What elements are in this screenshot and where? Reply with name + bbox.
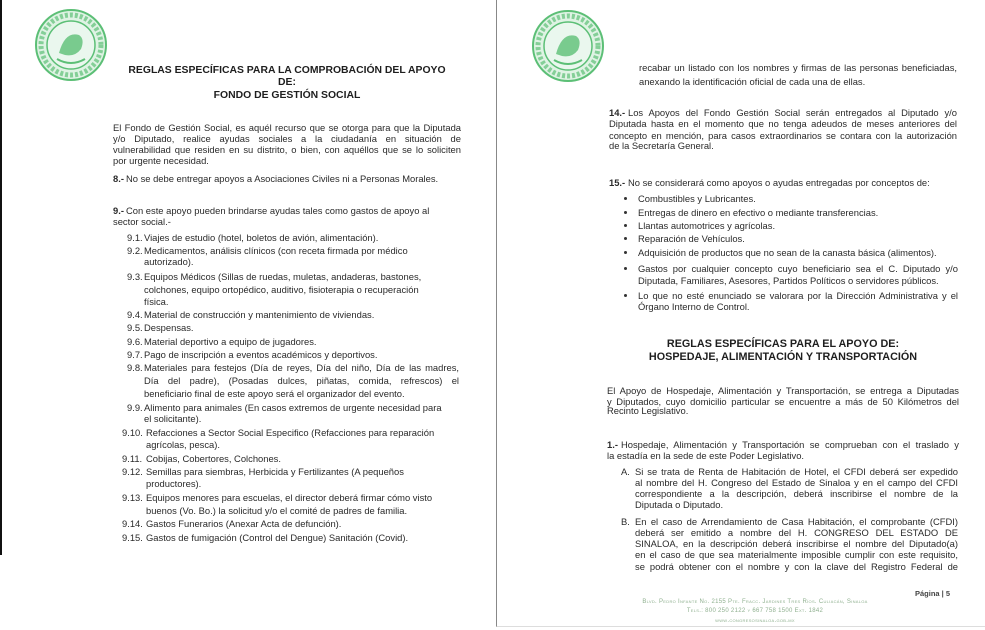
item-text: Hospedaje, Alimentación y Transportación se comprueban con el traslado y bbox=[621, 439, 959, 450]
intro-line: por urgente necesidad. bbox=[113, 155, 209, 166]
item-text: concepto en mención, para casos extraordinarios se contara con la autorización bbox=[609, 130, 957, 141]
subitem-number: 9.2. bbox=[127, 245, 143, 256]
document-page-right bbox=[496, 0, 985, 627]
bullet-icon bbox=[624, 224, 627, 227]
subitem-number: 9.15. bbox=[122, 532, 143, 543]
intro-line: y Diputados, cuyo domicilio particular se encuentre a más de 50 Kilómetros del bbox=[607, 396, 959, 407]
item-text: No se debe entregar apoyos a Asociaciones Civiles ni a Personas Morales. bbox=[126, 173, 439, 184]
subitem-text: el solicitante). bbox=[144, 413, 202, 424]
seal-icon bbox=[35, 9, 107, 81]
subitem-number: 9.13. bbox=[122, 492, 143, 503]
bullet-icon bbox=[624, 267, 627, 270]
subitem-number: 9.12. bbox=[122, 466, 143, 477]
subitem-text: Alimento para animales (En casos extremos de urgente necesidad para bbox=[144, 402, 442, 413]
subitem-number: 9.9. bbox=[127, 402, 143, 413]
subitem-text: En el caso de Arrendamiento de Casa Habitación, el comprobante (CFDI) bbox=[635, 516, 958, 527]
subitem-text: Día del padre), (Posadas dulces, piñatas, comida, refrescos) el bbox=[144, 375, 459, 386]
subitem-letter: A. bbox=[621, 466, 630, 477]
subitem-text: al nombre del H. Congreso del Estado de Sinaloa y en el campo del CFDI bbox=[635, 477, 958, 488]
subitem-text: se podrá obtener con el nombre y con la clave del Registro Federal de bbox=[635, 561, 958, 572]
bullet-icon bbox=[624, 237, 627, 240]
item-number: 14.- bbox=[609, 107, 626, 118]
subitem-text: Gastos Funerarios (Anexar Acta de defunción). bbox=[146, 518, 342, 529]
subitem-text: Diputada o Diputado. bbox=[635, 499, 724, 510]
continuation-line: anexando la identificación oficial de cada una de ellas. bbox=[639, 76, 866, 87]
item-number: 15.- bbox=[609, 177, 626, 188]
item-number: 8.- bbox=[113, 173, 124, 184]
footer-line: Blvd. Pedro Infante No. 2155 Pte. Fracc. Jardines Tres Ríos. Culiacán, Sinaloa bbox=[642, 599, 868, 605]
subitem-number: 9.14. bbox=[122, 518, 143, 529]
bullet-icon bbox=[624, 197, 627, 200]
item-number: 9.- bbox=[113, 205, 124, 216]
continuation-line: recabar un listado con los nombres y firmas de las personas beneficiadas, bbox=[639, 62, 957, 73]
bullet-icon bbox=[624, 251, 627, 254]
subitem-letter: B. bbox=[621, 516, 630, 527]
subitem-text: Material deportivo a equipo de jugadores. bbox=[144, 336, 317, 347]
subitem-text: Medicamentos, análisis clínicos (con receta firmada por médico bbox=[144, 245, 408, 256]
intro-line: El Fondo de Gestión Social, es aquél recurso que se otorga para que la Diputada bbox=[113, 122, 461, 133]
subitem-text: autorizado). bbox=[144, 256, 194, 267]
subitem-number: 9.8. bbox=[127, 362, 143, 373]
heading-line: DE: bbox=[278, 77, 296, 88]
subitem-number: 9.3. bbox=[127, 271, 143, 282]
bullet-text: Lo que no esté enunciado se valorara por la Dirección Administrativa y el bbox=[638, 290, 958, 301]
subitem-number: 9.5. bbox=[127, 322, 143, 333]
item-text: sector social.- bbox=[113, 216, 171, 227]
item-text: la estadía en la sede de este Poder Legislativo. bbox=[607, 450, 805, 461]
bullet-text: Combustibles y Lubricantes. bbox=[638, 193, 756, 204]
item-text: Diputada hasta en el momento que no tenga adeudos de meses anteriores del bbox=[609, 118, 957, 129]
bullet-text: Llantas automotrices y agrícolas. bbox=[638, 220, 776, 231]
subitem-text: Viajes de estudio (hotel, boletos de avión, alimentación). bbox=[144, 232, 379, 243]
bullet-text: Diputada, Familiares, Asesores, Partidos Políticos o servidores públicos. bbox=[638, 275, 939, 286]
subitem-text: Equipos menores para escuelas, el director deberá firmar cómo visto bbox=[146, 492, 433, 503]
footer-line: www.congresosinaloa.gob.mx bbox=[715, 618, 795, 624]
subitem-text: Equipos Médicos (Sillas de ruedas, muletas, andaderas, bastones, bbox=[144, 271, 422, 282]
intro-line: El Apoyo de Hospedaje, Alimentación y Transportación, se entrega a Diputadas bbox=[607, 385, 959, 396]
bullet-text: Adquisición de productos que no sean de la canasta básica (alimentos). bbox=[638, 247, 937, 258]
subitem-text: Gastos de fumigación (Control del Dengue) Sanitación (Covid). bbox=[146, 532, 409, 543]
subitem-text: física. bbox=[144, 296, 169, 307]
item-text: Con este apoyo pueden brindarse ayudas tales como gastos de apoyo al bbox=[126, 205, 430, 216]
subitem-text: productores). bbox=[146, 478, 202, 489]
bullet-text: Gastos por cualquier concepto cuyo beneficiario sea el C. Diputado y/o bbox=[638, 263, 958, 274]
bullet-text: Entregas de dinero en efectivo o mediante transferencias. bbox=[638, 207, 879, 218]
heading-line: HOSPEDAJE, ALIMENTACIÓN Y TRANSPORTACIÓN bbox=[648, 351, 918, 363]
intro-line: vulnerabilidad que residen en su distrito, o bien, con aquéllos que se lo soliciten bbox=[113, 144, 461, 155]
subitem-text: buenos (Vo. Bo.) la solicitud y/o el comité de padres de familia. bbox=[146, 505, 408, 516]
subitem-number: 9.7. bbox=[127, 349, 143, 360]
item-text: No se considerará como apoyos o ayudas entregadas por conceptos de: bbox=[628, 177, 930, 188]
subitem-number: 9.10. bbox=[122, 427, 143, 438]
subitem-text: Material de construcción y mantenimiento de viviendas. bbox=[144, 309, 375, 320]
bullet-icon bbox=[624, 294, 627, 297]
heading-line: REGLAS ESPECÍFICAS PARA EL APOYO DE: bbox=[666, 338, 900, 350]
subitem-text: Si se trata de Renta de Habitación de Hotel, el CFDI deberá ser expedido bbox=[635, 466, 958, 477]
item-text: de la Secretaría General. bbox=[609, 140, 714, 151]
subitem-number: 9.1. bbox=[127, 232, 143, 243]
subitem-text: deberá ser emitido a nombre del H. CONGRESO DEL ESTADO DE bbox=[635, 527, 958, 538]
intro-line: Recinto Legislativo. bbox=[607, 405, 689, 416]
subitem-text: SINALOA, en la descripción deberá inscribirse el nombre del Diputado(a) bbox=[635, 538, 958, 549]
intro-line: y/o Diputado, realice ayudas sociales a la ciudadanía en situación de bbox=[113, 133, 461, 144]
bullet-icon bbox=[624, 211, 627, 214]
subitem-text: Pago de inscripción a eventos académicos y deportivos. bbox=[144, 349, 378, 360]
subitem-number: 9.11. bbox=[122, 453, 143, 464]
subitem-text: Materiales para festejos (Día de reyes, Día del niño, Día de las madres, bbox=[144, 362, 459, 373]
subitem-text: Semillas para siembras, Herbicida y Fertilizantes (A pequeños bbox=[146, 466, 404, 477]
subitem-text: Refacciones a Sector Social Especifico (Refacciones para reparación bbox=[146, 427, 435, 438]
item-text: Los Apoyos del Fondo Gestión Social serán entregados al Diputado y/o bbox=[628, 107, 957, 118]
subitem-text: beneficiario final de este apoyo será el organizador del evento. bbox=[144, 388, 405, 399]
subitem-number: 9.6. bbox=[127, 336, 143, 347]
subitem-text: colchones, equipo ortopédico, auditivo, fisioterapia o recuperación bbox=[144, 284, 419, 295]
subitem-text: Despensas. bbox=[144, 322, 194, 333]
seal-icon bbox=[532, 10, 604, 82]
bullet-text: Órgano Interno de Control. bbox=[638, 301, 750, 312]
document-page-left bbox=[0, 0, 492, 555]
bullet-text: Reparación de Vehículos. bbox=[638, 233, 745, 244]
page-number: Página | 5 bbox=[915, 589, 951, 598]
subitem-number: 9.4. bbox=[127, 309, 143, 320]
subitem-text: Cobijas, Cobertores, Colchones. bbox=[146, 453, 281, 464]
subitem-text: en el caso de que sea materialmente imposible cumplir con este requisito, bbox=[635, 549, 958, 560]
heading-line: REGLAS ESPECÍFICAS PARA LA COMPROBACIÓN DEL APOYO bbox=[128, 65, 446, 76]
heading-line: FONDO DE GESTIÓN SOCIAL bbox=[213, 90, 361, 101]
footer-line: Tels.: 800 250 2122 y 667 758 1500 Ext. 1842 bbox=[686, 608, 824, 614]
item-number: 1.- bbox=[607, 439, 618, 450]
subitem-text: correspondiente a la descripción, deberá inscribirse el nombre de la bbox=[635, 488, 958, 499]
subitem-text: agrícolas, pesca). bbox=[146, 439, 220, 450]
